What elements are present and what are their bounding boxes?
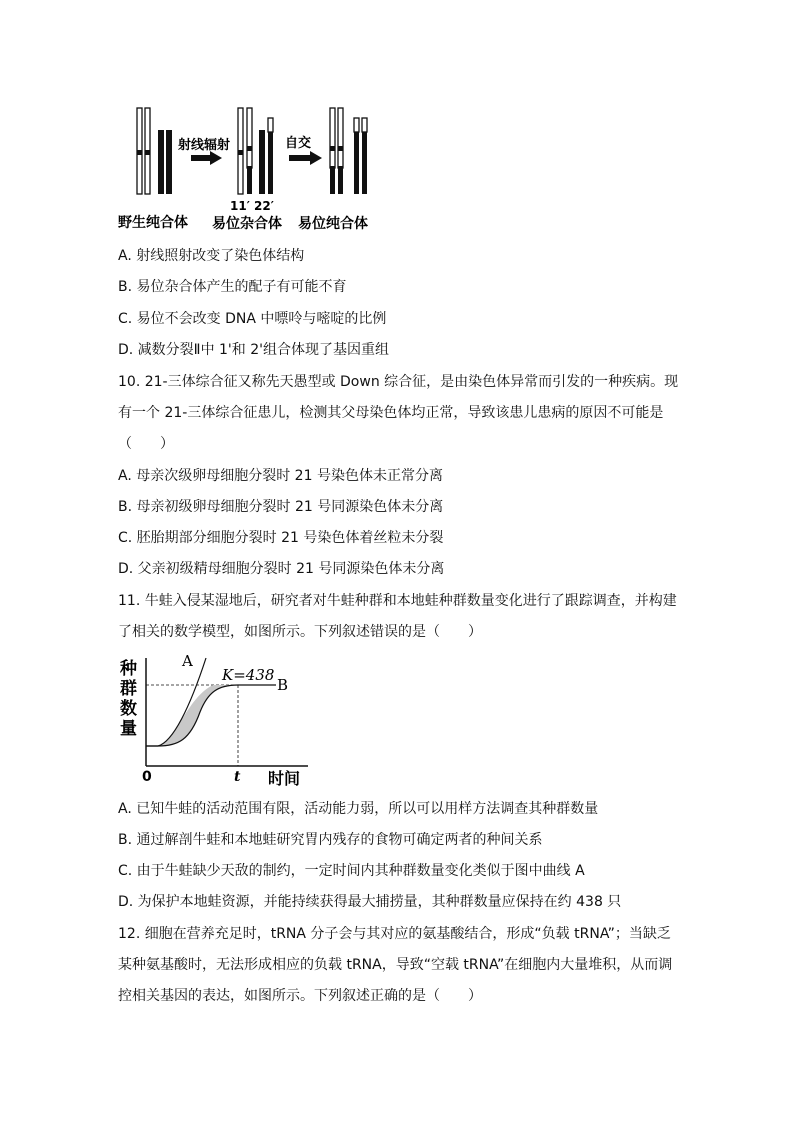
q10-stem-line3: （ ）	[118, 436, 174, 452]
q9-option-a: A. 射线照射改变了染色体结构	[118, 248, 305, 264]
k-label: K=438	[222, 666, 275, 684]
q9-option-d: D. 减数分裂Ⅱ中 1'和 2'组合体现了基因重组	[118, 342, 389, 358]
q11-option-d: D. 为保护本地蛙资源，并能持续获得最大捕捞量，其种群数量应保持在约 438 只	[118, 894, 622, 910]
arrow2-icon	[289, 151, 322, 165]
arrow1-icon	[191, 151, 222, 165]
caption-homo: 易位纯合体	[298, 216, 368, 232]
arrow1-label: 射线辐射	[178, 138, 231, 153]
q11-stem-line2: 了相关的数学模型，如图所示。下列叙述错误的是（ ）	[118, 624, 482, 640]
x-axis-label: 时间	[268, 769, 301, 788]
curve-a-label: A	[182, 652, 193, 670]
translocation-figure	[118, 100, 398, 235]
q10-option-d: D. 父亲初级精母细胞分裂时 21 号同源染色体未分离	[118, 561, 445, 577]
curve-b	[146, 685, 276, 746]
t-label: t	[234, 769, 241, 785]
y-axis-label-3: 数	[120, 699, 137, 719]
q10-stem-line2: 有一个 21-三体综合征患儿，检测其父母染色体均正常，导致该患儿患病的原因不可能是	[118, 405, 664, 421]
q12-stem-line2: 某种氨基酸时，无法形成相应的负载 tRNA，导致“空载 tRNA”在细胞内大量堆积，从而调	[118, 957, 673, 973]
q10-option-c: C. 胚胎期部分细胞分裂时 21 号染色体着丝粒未分裂	[118, 530, 444, 546]
q9-option-b: B. 易位杂合体产生的配子有可能不育	[118, 279, 347, 295]
arrow2-label: 自交	[285, 136, 312, 151]
caption-hetero: 易位杂合体	[212, 216, 282, 232]
q12-stem-line1: 12. 细胞在营养充足时，tRNA 分子会与其对应的氨基酸结合，形成“负载 tRNA”；当缺乏	[118, 926, 671, 942]
q11-option-a: A. 已知牛蛙的活动范围有限，活动能力弱，所以可以用样方法调查其种群数量	[118, 801, 599, 817]
q10-option-b: B. 母亲初级卵母细胞分裂时 21 号同源染色体未分离	[118, 499, 444, 515]
q12-stem-line3: 控相关基因的表达，如图所示。下列叙述正确的是（ ）	[118, 988, 482, 1004]
q9-option-c: C. 易位不会改变 DNA 中嘌呤与嘧啶的比例	[118, 311, 387, 327]
q10-stem-line1: 10. 21-三体综合征又称先天愚型或 Down 综合征，是由染色体异常而引发的一种疾病。现	[118, 374, 679, 390]
curve-b-label: B	[277, 676, 289, 694]
q11-option-c: C. 由于牛蛙缺少天敌的制约，一定时间内其种群数量变化类似于图中曲线 A	[118, 863, 585, 879]
y-axis-label-1: 种	[120, 659, 137, 679]
y-axis-label-4: 量	[120, 719, 137, 739]
population-graph	[118, 652, 318, 788]
label-22: 22′	[254, 199, 274, 213]
label-11: 11′	[230, 199, 250, 213]
hetero-chromosomes	[238, 108, 273, 194]
q11-option-b: B. 通过解剖牛蛙和本地蛙研究胃内残存的食物可确定两者的种间关系	[118, 832, 543, 848]
y-axis-label-2: 群	[120, 679, 137, 699]
origin-label: 0	[142, 769, 152, 785]
wild-homozygote-chromosomes	[137, 108, 172, 194]
q11-stem-line1: 11. 牛蛙入侵某湿地后，研究者对牛蛙种群和本地蛙种群数量变化进行了跟踪调查，并构建	[118, 593, 677, 609]
caption-wild: 野生纯合体	[118, 215, 188, 231]
homo-chromosomes	[330, 108, 367, 194]
q10-option-a: A. 母亲次级卵母细胞分裂时 21 号染色体未正常分离	[118, 468, 443, 484]
